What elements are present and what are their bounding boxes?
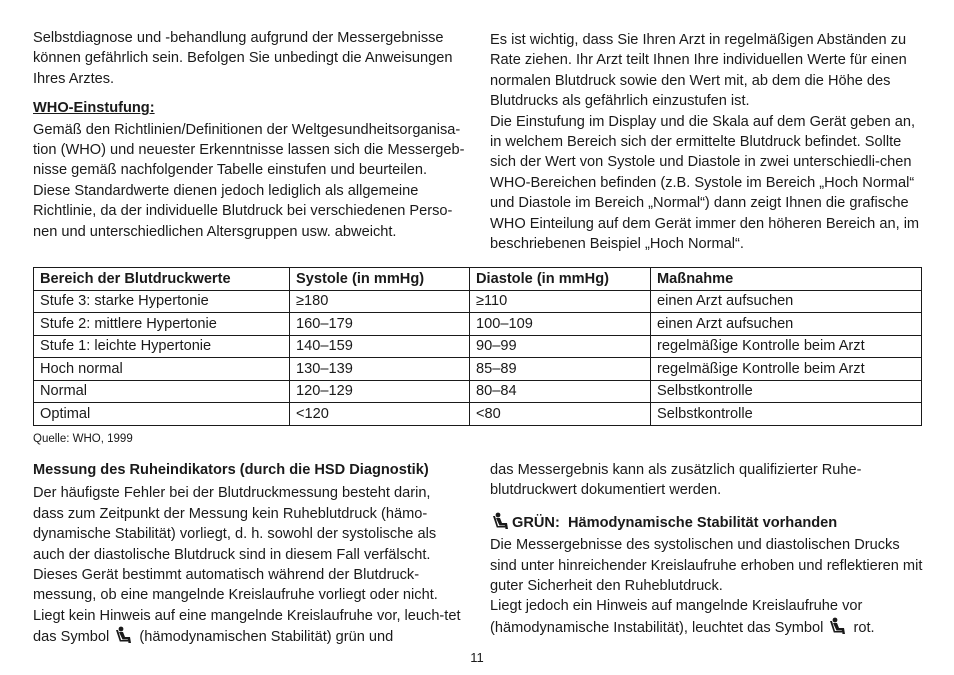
resting-person-chair-icon (114, 626, 134, 644)
red-paragraph-text-after: rot. (853, 619, 875, 636)
red-paragraph-text: Liegt jedoch ein Hinweis auf mangelnde Kreislaufruhe vor (hämodynamische Instabilität), leuchtet das Symbol (490, 598, 863, 636)
cell-diastole: 85–89 (470, 358, 651, 381)
table-row (34, 358, 922, 381)
cell-systole: ≥180 (290, 290, 470, 313)
header-diastole: Diastole (in mmHg) (470, 268, 651, 291)
intro-paragraph: Selbstdiagnose und -behandlung aufgrund der Messergebnisse können gefährlich sein. Befolgen Sie unbedingt die Anweisungen Ihres Arztes. (33, 30, 453, 87)
header-systole: Systole (in mmHg) (290, 268, 470, 291)
left-column-top (33, 28, 465, 242)
cell-systole: 160–179 (290, 313, 470, 336)
cell-measure: regelmäßige Kontrolle beim Arzt (651, 335, 922, 358)
green-paragraph: Die Messergebnisse des systolischen und diastolischen Drucks sind unter hinreichender Kreislaufruhe erhoben und reflektieren mit guter Sicherheit den Ruheblutdruck. (490, 537, 923, 595)
cell-measure: einen Arzt aufsuchen (651, 313, 922, 336)
cell-measure: Selbstkontrolle (651, 403, 922, 426)
left-column-bottom (33, 460, 465, 648)
cell-measure: einen Arzt aufsuchen (651, 290, 922, 313)
who-paragraph: Gemäß den Richtlinien/Definitionen der Weltgesundheitsorganisa-tion (WHO) und neuester Erkenntnisse lassen sich die Messergeb-nisse gemäß nachfolgender Tabelle einstufen und beurteilen. Diese Standardwerte dienen jedoch lediglich als allgemeine Richtlinie, da der individuelle Blutdruck bei verschiedenen Perso-nen und unterschiedlichen Altersgruppen usw. abweicht. (33, 121, 465, 240)
who-heading: WHO-Einstufung: (33, 100, 155, 117)
right-column-bottom (490, 460, 925, 638)
table-row (34, 380, 922, 403)
table-row (34, 403, 922, 426)
cell-range: Stufe 3: starke Hypertonie (34, 290, 290, 313)
table-row (34, 290, 922, 313)
green-heading-text: GRÜN: Hämodynamische Stabilität vorhanden (512, 514, 838, 531)
rest-indicator-paragraph (33, 483, 465, 647)
cell-diastole: 80–84 (470, 380, 651, 403)
rest-indicator-heading: Messung des Ruheindikators (durch die HSD Diagnostik) (33, 462, 429, 478)
table-header-row (34, 268, 922, 291)
table-source-note: Quelle: WHO, 1999 (33, 433, 133, 445)
rest-indicator-text: Der häufigste Fehler bei der Blutdruckmessung besteht darin, dass zum Zeitpunkt der Messung kein Ruheblutdruck (hämo-dynamische Stabilität) vorliegt, d. h. sowohl der systolische als auch der diastolische Blutdruck sind in diesem Fall verfälscht. Dieses Gerät bestimmt automatisch während der Blutdruck-messung, ob eine mangelnde Kreislaufruhe vorliegt oder nicht. Liegt kein Hinweis auf eine mangelnde Kreislaufruhe vor, leuch-tet das Symbol (33, 485, 461, 646)
cell-diastole: 90–99 (470, 335, 651, 358)
cell-measure: regelmäßige Kontrolle beim Arzt (651, 358, 922, 381)
cell-systole: 120–129 (290, 380, 470, 403)
display-scale-paragraph: Die Einstufung im Display und die Skala auf dem Gerät geben an, in welchem Bereich sich der ermittelte Blutdruck befindet. Sollte sich der Wert von Systole und Diastole in zwei unterschiedli-chen WHO-Bereichen befinden (z.B. Systole im Bereich „Hoch Normal“ und Diastole im Bereich „Normal“) dann zeigt Ihnen die grafische WHO Einteilung auf dem Gerät immer den höheren Bereich an, im beschriebenen Beispiel „Hoch Normal“. (490, 113, 920, 253)
doctor-paragraph: Es ist wichtig, dass Sie Ihren Arzt in regelmäßigen Abständen zu Rate ziehen. Ihr Arzt teilt Ihnen Ihre individuellen Werte für einen normalen Blutdruck sowie den Wert mit, ab dem die Höhe des Blutdrucks als gefährlich einzustufen ist. (490, 32, 907, 110)
table-row (34, 313, 922, 336)
green-heading (490, 512, 925, 533)
who-classification-table (33, 267, 922, 426)
cell-diastole: <80 (470, 403, 651, 426)
page-number: 11 (470, 650, 484, 665)
cell-range: Normal (34, 380, 290, 403)
cell-diastole: ≥110 (470, 290, 651, 313)
cell-systole: <120 (290, 403, 470, 426)
cell-diastole: 100–109 (470, 313, 651, 336)
red-paragraph (490, 596, 925, 638)
header-range: Bereich der Blutdruckwerte (34, 268, 290, 291)
header-measure: Maßnahme (651, 268, 922, 291)
cell-range: Optimal (34, 403, 290, 426)
rest-indicator-text-after: (hämodynamischen Stabilität) grün und (139, 629, 394, 646)
table-row (34, 335, 922, 358)
cell-range: Stufe 1: leichte Hypertonie (34, 335, 290, 358)
resting-person-chair-icon (491, 512, 511, 530)
cell-range: Stufe 2: mittlere Hypertonie (34, 313, 290, 336)
continuation-paragraph: das Messergebnis kann als zusätzlich qualifizierter Ruhe-blutdruckwert dokumentiert werden. (490, 462, 862, 499)
cell-systole: 130–139 (290, 358, 470, 381)
cell-systole: 140–159 (290, 335, 470, 358)
cell-measure: Selbstkontrolle (651, 380, 922, 403)
resting-person-chair-icon (828, 617, 848, 635)
cell-range: Hoch normal (34, 358, 290, 381)
right-column-top (490, 30, 925, 254)
